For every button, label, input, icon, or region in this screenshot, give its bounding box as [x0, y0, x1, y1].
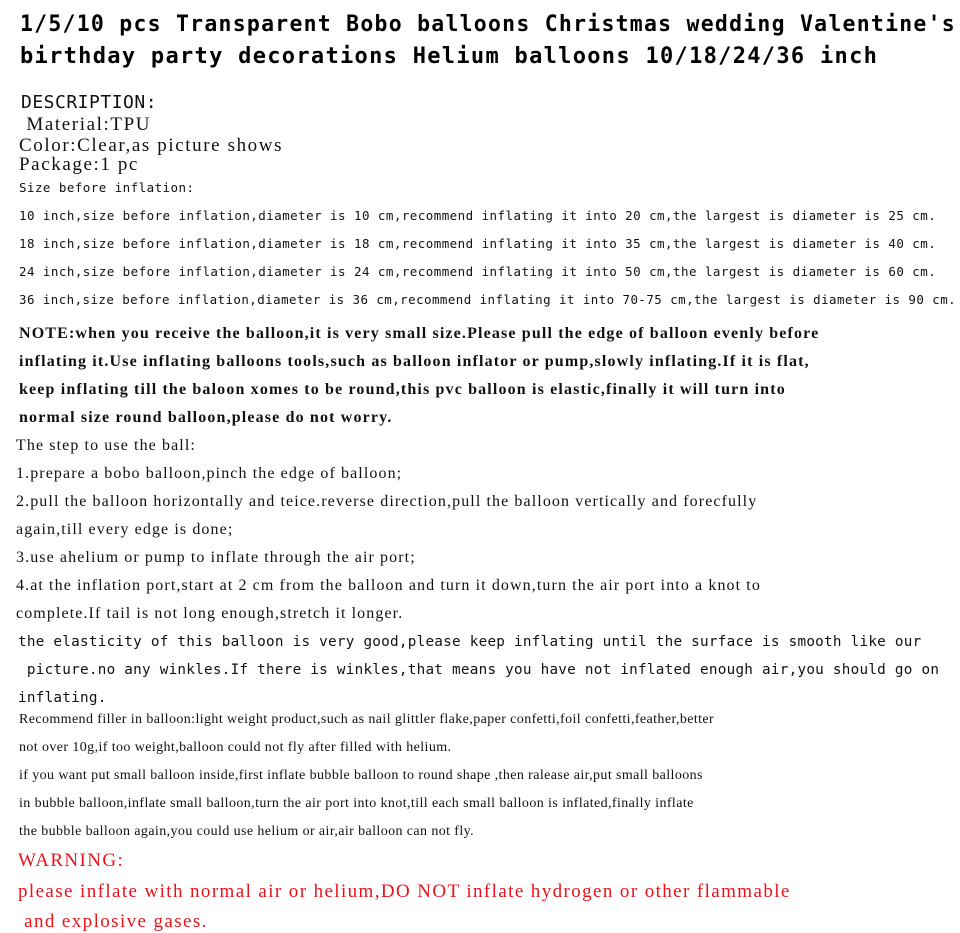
note-line-1: NOTE:when you receive the balloon,it is very small size.Please pull the edge of balloon evenly before [19, 325, 820, 342]
note-line-2: inflating it.Use inflating balloons tools,such as balloon inflator or pump,slowly inflating.If it is flat, [19, 353, 810, 370]
filler-line-2: not over 10g,if too weight,balloon could not fly after filled with helium. [19, 740, 452, 755]
product-title-line-2: birthday party decorations Helium balloons 10/18/24/36 inch [20, 44, 879, 69]
size-row-18-inch: 18 inch,size before inflation,diameter is 18 cm,recommend inflating it into 35 cm,the largest is diameter is 40 cm. [19, 236, 937, 251]
step-4-continued: complete.If tail is not long enough,stretch it longer. [16, 605, 404, 622]
step-2: 2.pull the balloon horizontally and teice.reverse direction,pull the balloon vertically and forecfully [16, 493, 758, 510]
warning-heading: WARNING: [18, 850, 125, 871]
color-spec: Color:Clear,as picture shows [19, 135, 284, 156]
step-4: 4.at the inflation port,start at 2 cm from the balloon and turn it down,turn the air port into a knot to [16, 577, 761, 594]
material-spec: Material:TPU [20, 114, 152, 135]
step-3: 3.use ahelium or pump to inflate through the air port; [16, 549, 416, 566]
elasticity-line-3: inflating. [18, 690, 107, 706]
size-row-36-inch: 36 inch,size before inflation,diameter is 36 cm,recommend inflating it into 70-75 cm,the largest is diameter is 90 cm. [19, 292, 957, 307]
product-title-line-1: 1/5/10 pcs Transparent Bobo balloons Christmas wedding Valentine's [20, 12, 956, 37]
steps-heading: The step to use the ball: [16, 437, 196, 454]
size-row-10-inch: 10 inch,size before inflation,diameter is 10 cm,recommend inflating it into 20 cm,the largest is diameter is 25 cm. [19, 208, 937, 223]
warning-line-2: and explosive gases. [18, 911, 208, 932]
warning-line-1: please inflate with normal air or helium,DO NOT inflate hydrogen or other flammable [18, 881, 791, 902]
step-2-continued: again,till every edge is done; [16, 521, 234, 538]
size-heading: Size before inflation: [19, 180, 195, 195]
filler-line-1: Recommend filler in balloon:light weight product,such as nail glittler flake,paper confetti,foil confetti,feather,better [19, 712, 715, 727]
filler-line-4: in bubble balloon,inflate small balloon,turn the air port into knot,till each small balloon is inflated,finally inflate [19, 796, 694, 811]
step-1: 1.prepare a bobo balloon,pinch the edge of balloon; [16, 465, 403, 482]
note-line-3: keep inflating till the baloon xomes to be round,this pvc balloon is elastic,finally it will turn into [19, 381, 786, 398]
package-spec: Package:1 pc [19, 154, 139, 175]
size-row-24-inch: 24 inch,size before inflation,diameter is 24 cm,recommend inflating it into 50 cm,the largest is diameter is 60 cm. [19, 264, 937, 279]
filler-line-3: if you want put small balloon inside,first inflate bubble balloon to round shape ,then ralease air,put small balloons [19, 768, 703, 783]
description-heading: DESCRIPTION: [21, 92, 158, 113]
filler-line-5: the bubble balloon again,you could use helium or air,air balloon can not fly. [19, 824, 475, 839]
elasticity-line-2: picture.no any winkles.If there is winkles,that means you have not inflated enough air,you should go on [18, 662, 940, 678]
elasticity-line-1: the elasticity of this balloon is very good,please keep inflating until the surface is smooth like our [18, 634, 922, 650]
note-line-4: normal size round balloon,please do not worry. [19, 409, 393, 426]
